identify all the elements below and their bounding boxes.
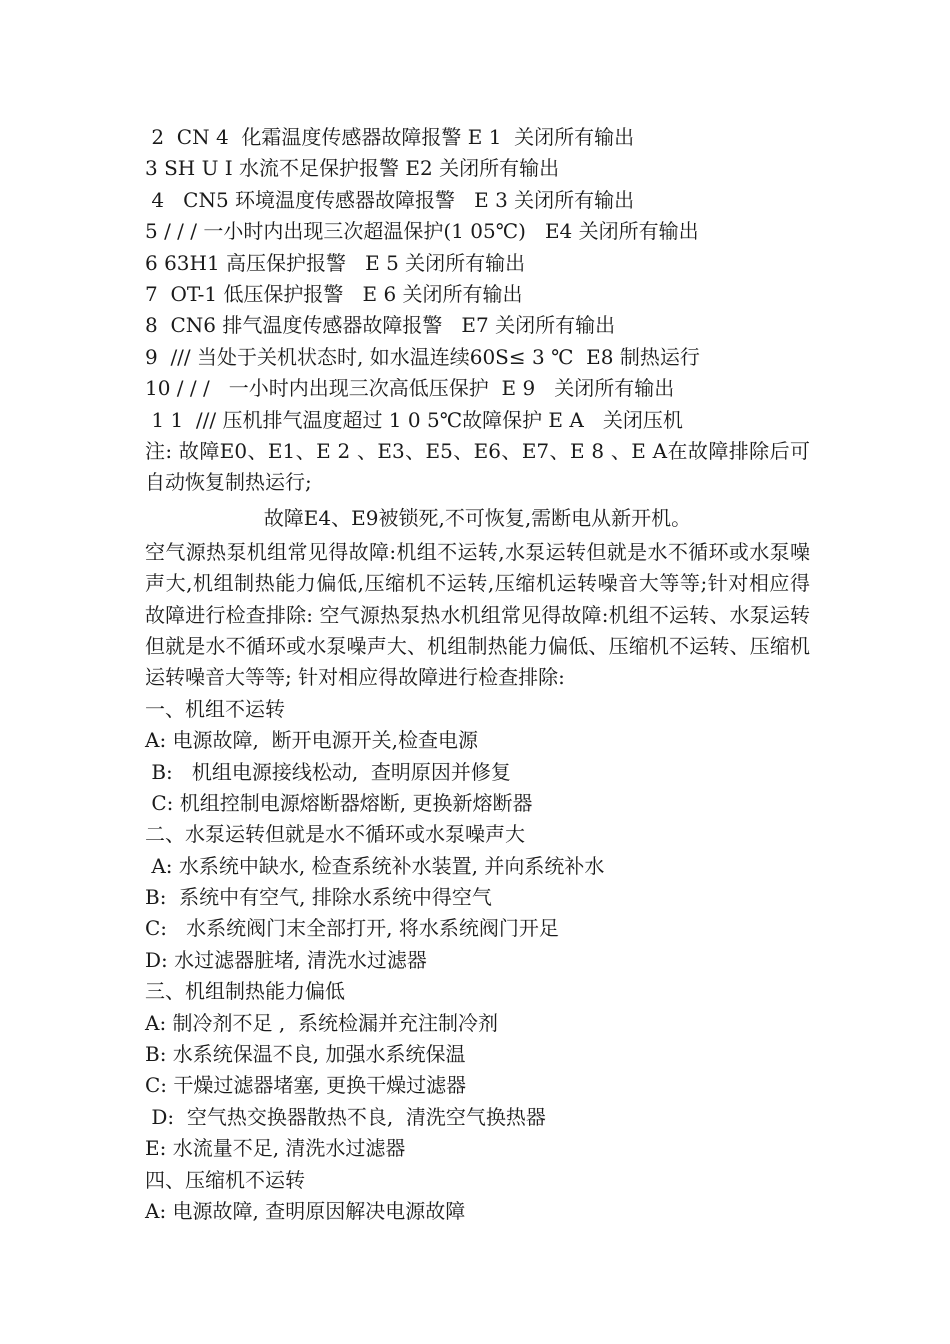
fault-line: 8 CN6 排气温度传感器故障报警 E7 关闭所有输出 xyxy=(145,313,616,338)
list-item: C: 水系统阀门末全部打开, 将水系统阀门开足 xyxy=(145,916,559,941)
fault-line: 7 OT-1 低压保护报警 E 6 关闭所有输出 xyxy=(145,281,523,306)
fault-code-list xyxy=(145,122,810,436)
fault-line: 1 1 /// 压机排气温度超过 1 0 5℃故障保护 E A 关闭压机 xyxy=(145,407,683,432)
auto-recover-note: 注: 故障E0、E1、E 2 、E3、E5、E6、E7、E 8 、E A在故障排除后可自动恢复制热运行; xyxy=(145,438,810,495)
list-item: A: 水系统中缺水, 检查系统补水装置, 并向系统补水 xyxy=(145,853,605,878)
list-item: B: 水系统保温不良, 加强水系统保温 xyxy=(145,1042,466,1067)
list-item: B: 机组电源接线松动, 查明原因并修复 xyxy=(145,759,511,784)
section-heading: 四、压缩机不运转 xyxy=(145,1167,305,1192)
list-item: C: 机组控制电源熔断器熔断, 更换新熔断器 xyxy=(145,790,533,815)
fault-line: 2 CN 4 化霜温度传感器故障报警 E 1 关闭所有输出 xyxy=(145,125,635,149)
locked-fault-note: 故障E4、E9被锁死,不可恢复,需断电从新开机。 xyxy=(263,505,692,530)
fault-line: 9 /// 当处于关机状态时, 如水温连续60S≤ 3 ℃ E8 制热运行 xyxy=(145,344,700,369)
fault-line: 6 63H1 高压保护报警 E 5 关闭所有输出 xyxy=(145,250,526,275)
section-heading: 二、水泵运转但就是水不循环或水泵噪声大 xyxy=(145,822,525,847)
list-item: A: 制冷剂不足 , 系统检漏并充注制冷剂 xyxy=(145,1010,498,1035)
section-pump-no-circulation xyxy=(145,819,810,976)
intro-paragraph: 空气源热泵机组常见得故障:机组不运转,水泵运转但就是水不循环或水泵噪声大,机组制热能力偏低,压缩机不运转,压缩机运转噪音大等等;针对相应得故障进行检查排除: 空气源热泵热水机组常见得故障:机组不运转、水泵运转但就是水不循环或水泵噪声大、机组制热能力偏低、压缩机不运转、压缩机运转噪音大等等; 针对相应得故障进行检查排除: xyxy=(145,539,810,690)
list-item: D: 空气热交换器散热不良, 清洗空气换热器 xyxy=(145,1104,546,1129)
list-item: C: 干燥过滤器堵塞, 更换干燥过滤器 xyxy=(145,1073,467,1098)
list-item: B: 系统中有空气, 排除水系统中得空气 xyxy=(145,885,492,910)
section-heading: 一、机组不运转 xyxy=(145,696,285,721)
fault-line: 3 SH U I 水流不足保护报警 E2 关闭所有输出 xyxy=(145,156,560,181)
fault-line: 4 CN5 环境温度传感器故障报警 E 3 关闭所有输出 xyxy=(145,187,635,212)
list-item: A: 电源故障, 查明原因解决电源故障 xyxy=(145,1199,466,1223)
fault-line: 5 / / / 一小时内出现三次超温保护(1 05℃) E4 关闭所有输出 xyxy=(145,219,699,244)
document-body xyxy=(145,122,810,1227)
section-low-heating-capacity xyxy=(145,976,810,1164)
list-item: A: 电源故障, 断开电源开关,检查电源 xyxy=(145,728,478,753)
section-compressor-not-running xyxy=(145,1165,810,1228)
list-item: E: 水流量不足, 清洗水过滤器 xyxy=(145,1136,406,1161)
fault-line: 10 / / / 一小时内出现三次高低压保护 E 9 关闭所有输出 xyxy=(145,376,675,401)
section-heading: 三、机组制热能力偏低 xyxy=(145,979,345,1004)
section-unit-not-running xyxy=(145,694,810,820)
list-item: D: 水过滤器脏堵, 清洗水过滤器 xyxy=(145,947,427,972)
